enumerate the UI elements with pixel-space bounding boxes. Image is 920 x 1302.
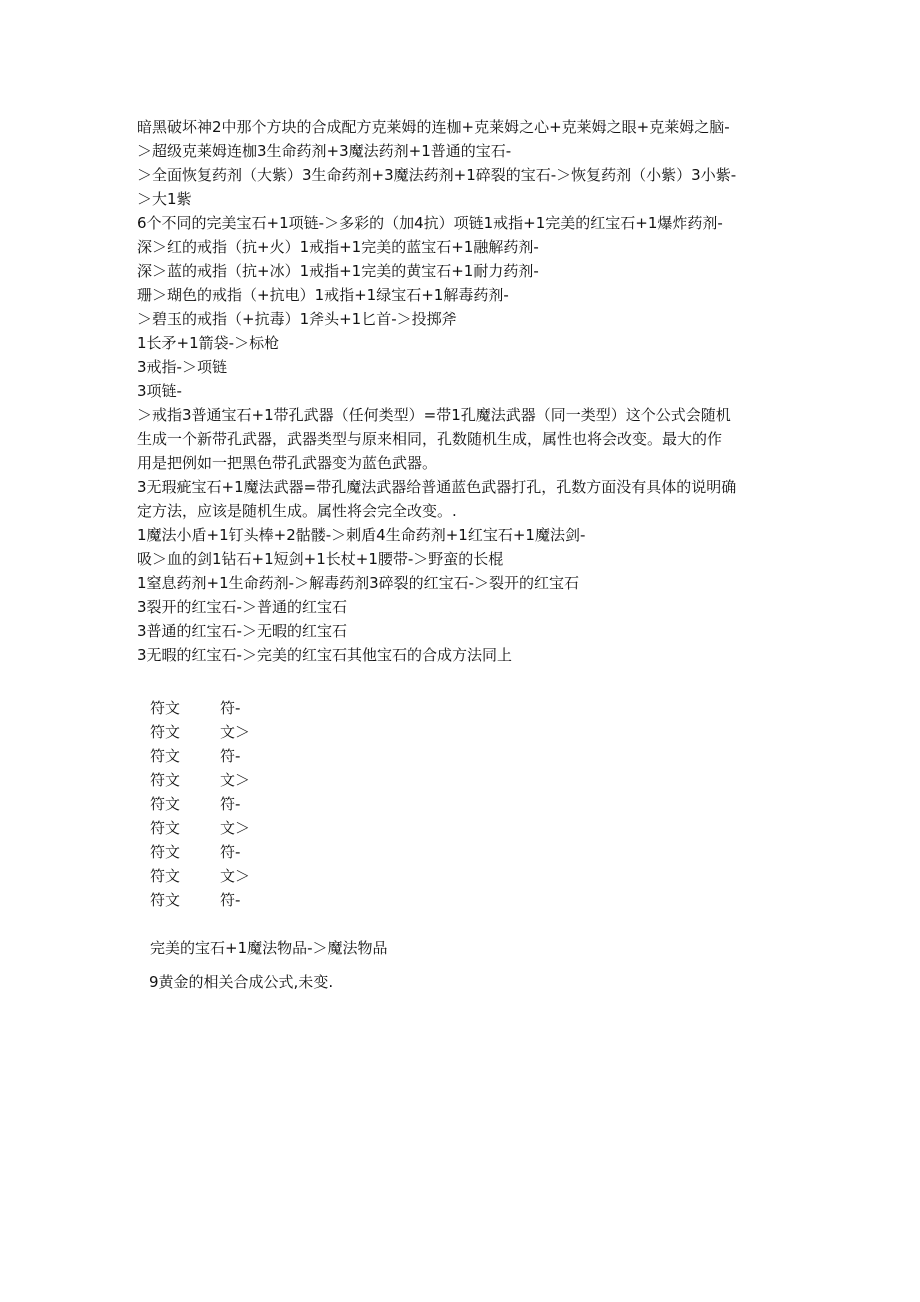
text-line: 3普通的红宝石-＞无暇的红宝石 [137,622,347,640]
rune-cell: 符文 [150,699,181,717]
rune-row [150,888,300,912]
rune-cell: 符文 [150,723,181,741]
rune-row [150,696,300,720]
text-line: 1长矛+1箭袋-＞标枪 [137,334,280,352]
text-line: 吸＞血的剑1钻石+1短剑+1长杖+1腰带-＞野蛮的长棍 [137,550,504,568]
rune-cell: 符- [220,747,241,765]
text-line: 3项链- [137,382,182,400]
text-line: 深＞红的戒指（抗+火）1戒指+1完美的蓝宝石+1融解药剂- [137,238,539,256]
rune-row [150,840,300,864]
rune-cell: 符文 [150,867,181,885]
text-line: 3无暇的红宝石-＞完美的红宝石其他宝石的合成方法同上 [137,646,512,664]
text-line: 生成一个新带孔武器，武器类型与原来相同，孔数随机生成，属性也将会改变。最大的作 [137,430,723,448]
rune-cell: 符文 [150,771,181,789]
rune-row [150,768,300,792]
recipe-text-block [137,115,787,667]
text-line: 暗黑破坏神2中那个方块的合成配方克莱姆的连枷+克莱姆之心+克莱姆之眼+克莱姆之脑- [137,118,730,136]
text-line: 1魔法小盾+1钉头棒+2骷髅-＞刺盾4生命药剂+1红宝石+1魔法剑- [137,526,586,544]
rune-cell: 文＞ [220,771,251,789]
rune-cell: 符- [220,795,241,813]
text-line: 用是把例如一把黑色带孔武器变为蓝色武器。 [137,454,438,472]
text-line: 3无瑕疵宝石+1魔法武器=带孔魔法武器给普通蓝色武器打孔，孔数方面没有具体的说明确 [137,478,737,496]
rune-cell: 文＞ [220,723,251,741]
rune-cell: 符- [220,699,241,717]
text-line: 深＞蓝的戒指（抗+冰）1戒指+1完美的黄宝石+1耐力药剂- [137,262,539,280]
rune-cell: 文＞ [220,819,251,837]
text-line: 9黄金的相关合成公式,未变. [149,973,334,991]
text-line: 6个不同的完美宝石+1项链-＞多彩的（加4抗）项链1戒指+1完美的红宝石+1爆炸药剂- [137,214,723,232]
rune-cell: 符- [220,843,241,861]
rune-cell: 符文 [150,795,181,813]
rune-list [150,696,300,912]
text-line: 1窒息药剂+1生命药剂-＞解毒药剂3碎裂的红宝石-＞裂开的红宝石 [137,574,580,592]
text-line: 3裂开的红宝石-＞普通的红宝石 [137,598,347,616]
text-line: 3戒指-＞项链 [137,358,227,376]
text-line: ＞大1紫 [137,190,192,208]
rune-cell: 文＞ [220,867,251,885]
text-line: ＞超级克莱姆连枷3生命药剂+3魔法药剂+1普通的宝石- [137,142,512,160]
rune-cell: 符文 [150,819,181,837]
text-line: ＞全面恢复药剂（大紫）3生命药剂+3魔法药剂+1碎裂的宝石-＞恢复药剂（小紫）3小紫- [137,166,737,184]
rune-row [150,816,300,840]
rune-cell: 符文 [150,891,181,909]
text-line: 完美的宝石+1魔法物品-＞魔法物品 [150,939,388,957]
rune-cell: 符文 [150,747,181,765]
rune-row [150,792,300,816]
rune-row [150,720,300,744]
text-line: ＞戒指3普通宝石+1带孔武器（任何类型）=带1孔魔法武器（同一类型）这个公式会随机 [137,406,731,424]
rune-cell: 符文 [150,843,181,861]
text-line: 定方法，应该是随机生成。属性将会完全改变。. [137,502,457,520]
rune-row [150,744,300,768]
rune-cell: 符- [220,891,241,909]
rune-row [150,864,300,888]
text-line: ＞碧玉的戒指（+抗毒）1斧头+1匕首-＞投掷斧 [137,310,457,328]
text-line: 珊＞瑚色的戒指（+抗电）1戒指+1绿宝石+1解毒药剂- [137,286,509,304]
